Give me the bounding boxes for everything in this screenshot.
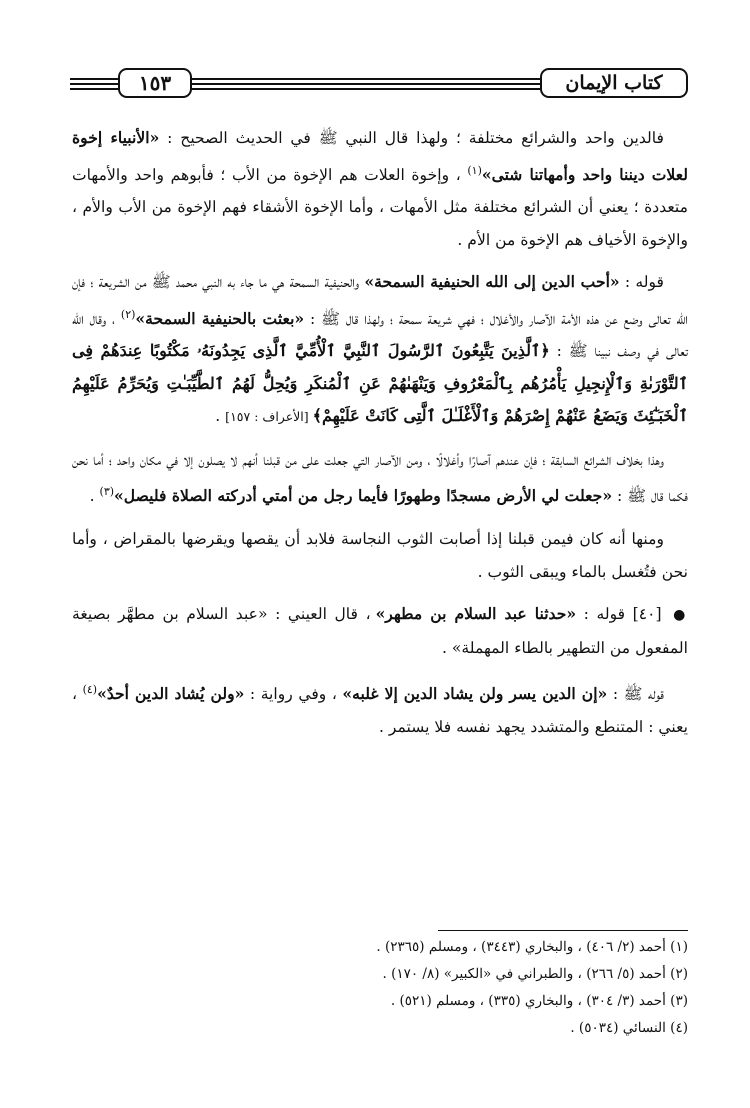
footnote: (١) أحمد (٢/ ٤٠٦) ، والبخاري (٣٤٤٣) ، ومسلم (٢٣٦٥) . xyxy=(376,939,688,955)
page-number: ١٥٣ xyxy=(118,68,192,98)
bullet-icon: ● xyxy=(673,607,688,624)
text-run: والحنيفية السمحة هي ما جاء به النبي محمد ﷺ من الشريعة ؛ فإن الله تعالى وضع عن هذه الأمة الآصار والأغلال ؛ فهي شريعة سمحة ؛ ولهذا قال ﷺ : xyxy=(72,273,688,328)
hadith-quote: «أحب الدين إلى الله الحنيفية السمحة» xyxy=(364,272,620,292)
text-run: . xyxy=(89,487,100,506)
hadith-quote: «بعثت بالحنيفية السمحة» xyxy=(135,308,305,328)
paragraph-5 xyxy=(72,598,688,664)
footnote-marker: (٤) xyxy=(82,683,98,697)
hadith-quote: «ولن يُشاد الدين أحدٌ» xyxy=(97,684,245,704)
paragraph-2 xyxy=(72,266,688,434)
text-run: ، وإخوة العلات هم الإخوة من الأب ؛ فأبوهم واحد والأمهات متعددة ؛ يعني أن الشرائع مختلفة مثل الأمهات ، وأما الإخوة الأشقاء فهم الإخوة من الأب والأم ، والإخوة الأخياف هم الإخوة من الأم . xyxy=(72,165,688,249)
footnote-separator xyxy=(438,930,688,931)
text-run: فالدين واحد والشرائع مختلفة ؛ ولهذا قال النبي ﷺ في الحديث الصحيح : xyxy=(159,129,664,147)
paragraph-6 xyxy=(72,674,688,743)
text-run: ، وفي رواية : xyxy=(244,685,343,704)
text-run: . xyxy=(215,407,226,426)
footnote-marker: (١) xyxy=(467,163,482,177)
paragraph-4 xyxy=(72,523,688,588)
text-run: وهذا بخلاف الشرائع السابقة ؛ فإن عندهم آصارًا وأغلالًا ، ومن الآصار التي جعلت على من قبلنا أنهم لا يصلون إلا في مكان واحد ؛ أما نحن فكما قال ﷺ : xyxy=(72,450,688,506)
paragraph-1 xyxy=(72,122,688,256)
footnotes xyxy=(72,934,688,1042)
page-body xyxy=(72,122,688,753)
page-header xyxy=(70,64,688,106)
footnote-marker: (٢) xyxy=(120,307,136,321)
text-run: ، قال العيني : «عبد السلام بن مطهَّر بصيغة المفعول من التطهير بالطاء المهملة» . xyxy=(72,605,688,657)
hadith-quote: «حدثنا عبد السلام بن مطهر» xyxy=(375,604,577,624)
text-run: ، يعني : المتنطع والمتشدد يجهد نفسه فلا يستمر . xyxy=(72,685,688,736)
paragraph-3 xyxy=(72,444,688,513)
text-run: [٤٠] قوله : xyxy=(576,605,670,624)
text-run: ومنها أنه كان فيمن قبلنا إذا أصابت الثوب النجاسة فلابد أن يقصها ويقرضها بالمقراض ، وأما نحن فتُغسل بالماء ويبقى الثوب . xyxy=(72,530,688,581)
footnote-marker: (٣) xyxy=(99,485,115,499)
book-title: كتاب الإيمان xyxy=(540,68,688,98)
quran-verse: ﴿ٱلَّذِينَ يَتَّبِعُونَ ٱلرَّسُولَ ٱلنَّبِيَّ ٱلْأُمِّيَّ ٱلَّذِى يَجِدُونَهُۥ مَكْتُوبًا عِندَهُمْ فِى ٱلتَّوْرَىٰةِ وَٱلْإِنجِيلِ يَأْمُرُهُم بِٱلْمَعْرُوفِ وَيَنْهَىٰهُمْ عَنِ ٱلْمُنكَرِ وَيُحِلُّ لَهُمُ ٱلطَّيِّبَـٰتِ وَيُحَرِّمُ عَلَيْهِمُ ٱلْخَبَـٰٓئِثَ وَيَضَعُ عَنْهُمْ إِصْرَهُمْ وَٱلْأَغْلَـٰلَ ٱلَّتِى كَانَتْ عَلَيْهِمْ﴾ xyxy=(72,341,689,426)
footnote: (٣) أحمد (٣/ ٣٠٤) ، والبخاري (٣٣٥) ، ومسلم (٥٢١) . xyxy=(390,993,688,1009)
footnote: (٢) أحمد (٥/ ٢٦٦) ، والطبراني في «الكبير» (٨/ ١٧٠) . xyxy=(382,966,688,982)
text-run: ، وقال الله تعالى في وصف نبينا ﷺ : xyxy=(72,309,688,361)
verse-reference: [الأعراف : ١٥٧] xyxy=(225,409,313,425)
hadith-quote: «إن الدين يسر ولن يشاد الدين إلا غلبه» xyxy=(342,684,608,704)
text-run: قوله ﷺ : xyxy=(607,685,664,704)
hadith-quote: «الأنبياء إخوة لعلات ديننا واحد وأمهاتنا شتى» xyxy=(72,128,689,184)
hadith-quote: «جعلت لي الأرض مسجدًا وطهورًا فأيما رجل من أمتي أدركته الصلاة فليصل» xyxy=(114,486,613,506)
text-run: قوله : xyxy=(619,273,664,292)
footnote: (٤) النسائي (٥٠٣٤) . xyxy=(570,1020,688,1036)
